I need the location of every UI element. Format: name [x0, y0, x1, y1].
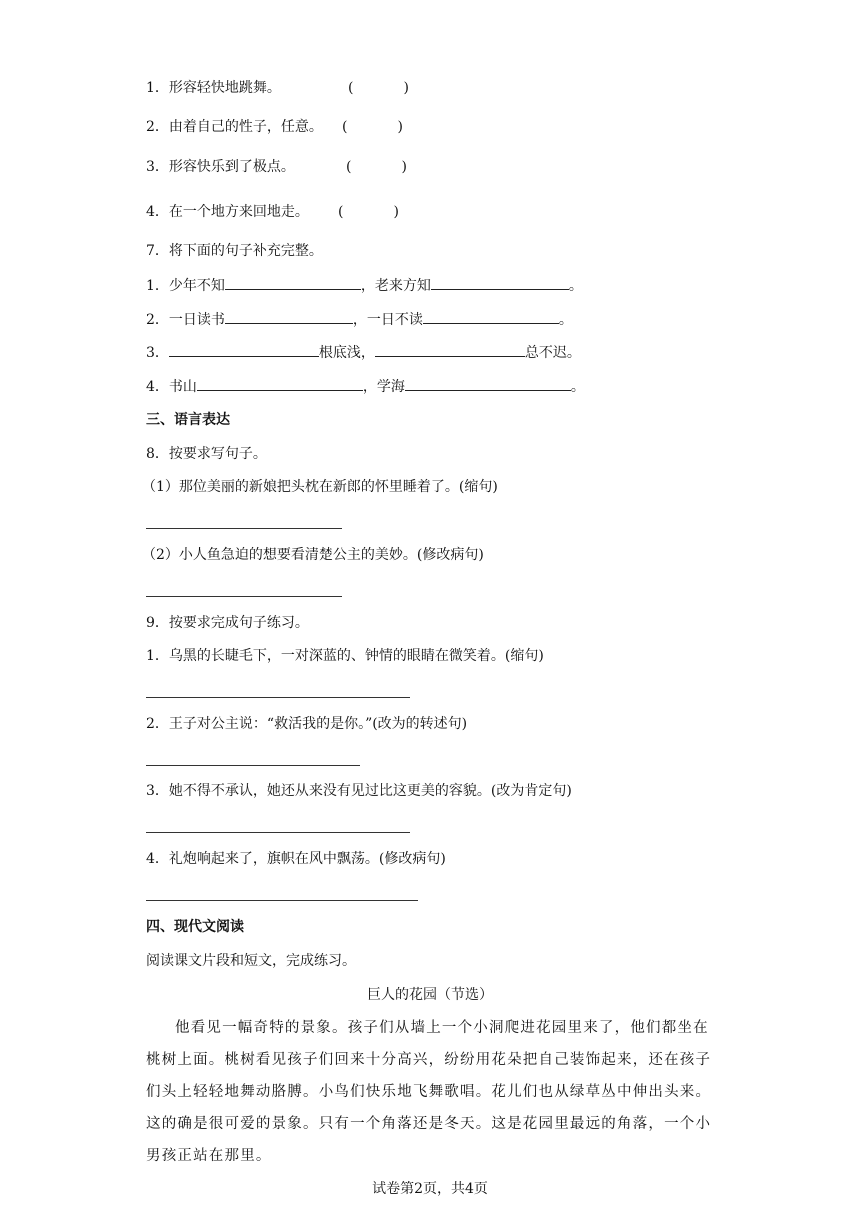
- passage-text: 他看见一幅奇特的景象。孩子们从墙上一个小洞爬进花园里来了，他们都坐在桃树上面。桃树看见孩子们回来十分高兴，纷纷用花朵把自己装饰起来，还在孩子们头上轻轻地舞动胳膊。小鸟们快乐地飞舞歌唱。花儿们也从绿草丛中伸出头来。这的确是很可爱的景象。只有一个角落还是冬天。这是花园里最远的角落，一个小男孩正站在那里。: [146, 1020, 712, 1164]
- q7-3-prefix: 3．: [146, 345, 169, 361]
- q7-4-middle: ，学海: [362, 379, 405, 395]
- q8-1-answer-line[interactable]: [146, 528, 342, 529]
- section-3-heading: 三、语言表达: [146, 412, 230, 428]
- q7-2-prefix: 2．一日读书: [146, 312, 225, 328]
- q7-2-middle: ，一日不读: [352, 312, 423, 328]
- q7-line-2: [146, 309, 573, 330]
- q9-2-answer-line[interactable]: [146, 765, 360, 766]
- q7-line-4: [146, 376, 585, 397]
- q9-stem: 9．按要求完成句子练习。: [146, 615, 309, 631]
- q9-item-1: 1．乌黑的长睫毛下，一对深蓝的、钟情的眼睛在微笑着。(缩句): [146, 648, 544, 664]
- q7-2-blank-a[interactable]: [225, 309, 353, 324]
- q6-item-3-text: 3．形容快乐到了极点。: [146, 159, 295, 175]
- q8-item-1: （1）那位美丽的新娘把头枕在新郎的怀里睡着了。(缩句): [142, 479, 498, 495]
- q9-4-answer-line[interactable]: [146, 900, 418, 901]
- q7-1-prefix: 1．少年不知: [146, 278, 225, 294]
- q7-1-blank-b[interactable]: [431, 275, 569, 290]
- reading-intro: 阅读课文片段和短文，完成练习。: [146, 953, 356, 969]
- q7-1-blank-a[interactable]: [225, 275, 361, 290]
- paren-left: (: [338, 204, 344, 220]
- q8-2-answer-line[interactable]: [146, 596, 342, 597]
- passage-title: 巨人的花园（节选）: [367, 987, 493, 1003]
- paren-right: ): [397, 119, 403, 135]
- q6-item-1: [146, 78, 409, 98]
- answer-paren-1[interactable]: [348, 78, 409, 98]
- answer-paren-2[interactable]: [342, 117, 403, 137]
- q7-line-3: [146, 342, 581, 363]
- q9-item-4: 4．礼炮响起来了，旗帜在风中飘荡。(修改病句): [146, 851, 446, 867]
- q6-item-4-text: 4．在一个地方来回地走。: [146, 204, 309, 220]
- paren-left: (: [348, 80, 354, 96]
- q7-4-blank-b[interactable]: [405, 376, 571, 391]
- q7-4-blank-a[interactable]: [197, 376, 363, 391]
- answer-paren-4[interactable]: [338, 202, 399, 222]
- q7-2-end: 。: [558, 312, 573, 328]
- q9-1-answer-line[interactable]: [146, 697, 410, 698]
- q7-line-1: [146, 275, 583, 296]
- paren-right: ): [393, 204, 399, 220]
- q6-item-2: [146, 117, 403, 137]
- q7-3-blank-b[interactable]: [375, 342, 525, 357]
- q7-1-end: 。: [568, 278, 583, 294]
- q8-item-2: （2）小人鱼急迫的想要看清楚公主的美妙。(修改病句): [142, 547, 484, 563]
- q6-item-4: [146, 202, 399, 222]
- q6-item-2-text: 2．由着自己的性子，任意。: [146, 119, 323, 135]
- q7-2-blank-b[interactable]: [423, 309, 559, 324]
- paren-left: (: [342, 119, 348, 135]
- q7-stem: 7．将下面的句子补充完整。: [146, 243, 323, 259]
- q7-4-end: 。: [570, 379, 585, 395]
- paren-left: (: [346, 159, 352, 175]
- paren-right: ): [401, 159, 407, 175]
- q7-3-middle: 根底浅，: [318, 345, 375, 361]
- q9-item-3: 3．她不得不承认，她还从来没有见过比这更美的容貌。(改为肯定句): [146, 783, 572, 799]
- paren-right: ): [403, 80, 409, 96]
- q7-3-end: 总不迟。: [524, 345, 581, 361]
- page-footer: 试卷第2页，共4页: [372, 1181, 488, 1197]
- q7-4-prefix: 4．书山: [146, 379, 197, 395]
- answer-paren-3[interactable]: [346, 157, 407, 177]
- q8-stem: 8．按要求写句子。: [146, 446, 267, 462]
- q6-item-3: [146, 157, 407, 177]
- q7-1-middle: ，老来方知: [360, 278, 431, 294]
- q6-item-1-text: 1．形容轻快地跳舞。: [146, 80, 281, 96]
- q9-item-2: 2．王子对公主说：“救活我的是你。”(改为的转述句): [146, 716, 468, 732]
- q7-3-blank-a[interactable]: [169, 342, 319, 357]
- section-4-heading: 四、现代文阅读: [146, 919, 244, 935]
- q9-3-answer-line[interactable]: [146, 832, 410, 833]
